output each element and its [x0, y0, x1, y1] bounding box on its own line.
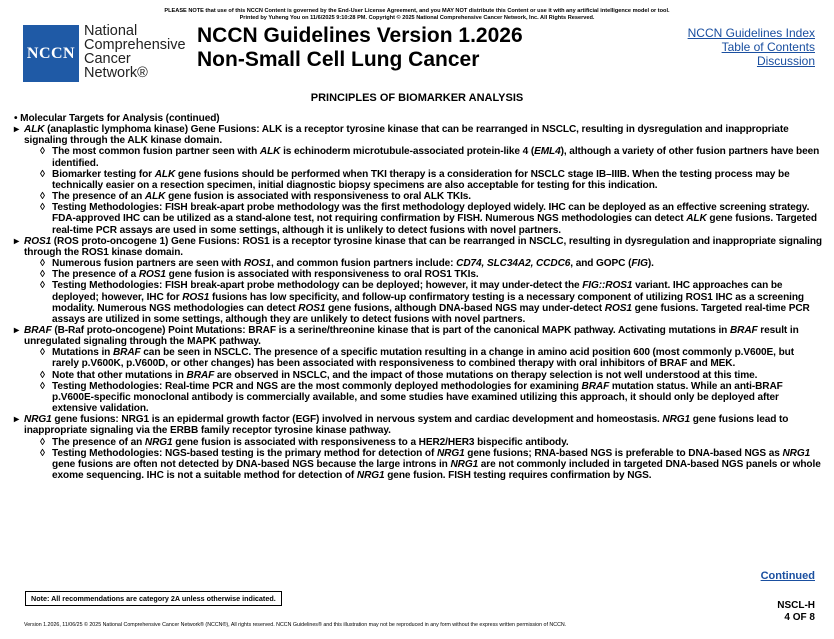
- text-run: Testing Methodologies: Real-time PCR and NGS are the most commonly deployed methodologies for examining: [52, 380, 582, 392]
- text-run: gene fusions. Targeted real-time PCR assays are utilized in some settings, although they are unlikely to detect fusions with novel partners.: [52, 302, 810, 325]
- arrow-bullet-icon: ▸: [14, 124, 19, 136]
- text-run: ALK: [24, 124, 45, 136]
- diamond-bullet-icon: ◊: [40, 191, 45, 203]
- section-title: PRINCIPLES OF BIOMARKER ANALYSIS: [310, 92, 524, 104]
- list-item: [14, 269, 822, 280]
- continued-link[interactable]: Continued: [760, 570, 815, 582]
- text-run: gene fusions: NRG1 is an epidermal growth factor (EGF) involved in nervous system and cardiac development and homeostasis.: [51, 414, 663, 426]
- text-run: gene fusions should be performed when TKI therapy is a consideration for NSCLC stage IB–IIIB. When the testing process may be technically easier on a resection specimen, initial diagnostic biopsy specimens are also acceptable for testing for this indication.: [52, 168, 790, 191]
- page-code: NSCL-H: [777, 600, 815, 611]
- arrow-bullet-icon: ▸: [14, 235, 19, 247]
- list-item: [14, 448, 822, 481]
- text-run: Testing Methodologies: FISH break-apart probe methodology was the first methodology deployed widely. IHC can be deployed as an effective screening strategy. FDA-approved IHC can be utilized as a stand-alone test, not requiring confirmation by FISH. Numerous NGS methodologies can detect: [52, 202, 810, 225]
- text-run: NRG1: [662, 414, 691, 426]
- text-run: NRG1: [436, 447, 465, 459]
- text-run: EML4: [534, 146, 561, 158]
- text-run: ALK: [154, 168, 176, 180]
- text-run: Testing Methodologies: NGS-based testing is the primary method for detection of: [52, 447, 437, 459]
- text-run: Mutations in: [52, 347, 113, 359]
- diamond-bullet-icon: ◊: [40, 436, 45, 448]
- text-run: BRAF: [581, 380, 610, 392]
- logo-mark: NCCN: [26, 44, 76, 62]
- text-run: is echinoderm microtubule-associated protein-like 4 (: [280, 146, 535, 158]
- cancer-type: Non-Small Cell Lung Cancer: [197, 48, 480, 71]
- text-run: FIG: [631, 258, 648, 270]
- nav-links: [688, 26, 815, 68]
- guidelines-index-link[interactable]: NCCN Guidelines Index: [687, 26, 815, 40]
- list-item: [14, 280, 822, 325]
- diamond-bullet-icon: ◊: [40, 347, 45, 359]
- text-run: ROS1: [182, 291, 210, 303]
- list-item: [14, 169, 822, 191]
- copyright-footer: Version 1.2026, 11/06/25 © 2025 National Comprehensive Cancer Network® (NCCN®), All rights reserved. NCCN Guidelines® and this illustration may not be reproduced in any form without the express written permission of NCCN.: [24, 622, 567, 628]
- text-run: ROS1: [138, 269, 166, 281]
- text-run: BRAF: [24, 324, 52, 336]
- text-run: ROS1: [24, 235, 52, 247]
- category-note: Note: All recommendations are category 2A unless otherwise indicated.: [25, 591, 282, 606]
- text-run: are observed in NSCLC, and the impact of those mutations on therapy selection is not well understood at this time.: [214, 369, 758, 381]
- text-run: BRAF: [112, 347, 141, 359]
- page-title: [197, 24, 523, 72]
- list-item: [14, 381, 822, 414]
- diamond-bullet-icon: ◊: [40, 258, 45, 270]
- text-run: mutation status. While an anti-BRAF p.V600E-specific monoclonal antibody is commercially available, and some studies have examined utilizing this approach, it should only be deployed after extensive validation.: [52, 380, 783, 415]
- list-item: [14, 191, 822, 202]
- text-run: Numerous fusion partners are seen with: [52, 258, 244, 270]
- intro-text: Molecular Targets for Analysis (continued): [20, 113, 220, 124]
- text-run: gene fusions are often not detected by DNA-based NGS because the large introns in: [52, 458, 451, 470]
- text-run: gene fusions. Targeted real-time PCR assays are used in some settings, although it is unlikely to detect fusions with novel partners.: [52, 213, 817, 236]
- list-item: [14, 370, 822, 381]
- text-run: ROS1: [298, 302, 326, 314]
- list-item: [14, 258, 822, 269]
- logo-line: Cancer: [84, 51, 131, 67]
- ros1-item: [14, 236, 822, 258]
- logo-line: Comprehensive: [84, 37, 186, 53]
- text-run: Biomarker testing for: [52, 168, 155, 180]
- alk-item: [14, 124, 822, 146]
- nccn-logo-text: [84, 24, 186, 80]
- text-run: gene fusion is associated with responsiveness to oral ALK TKIs.: [165, 191, 472, 203]
- text-run: gene fusion is associated with responsiveness to oral ROS1 TKIs.: [165, 269, 479, 281]
- text-run: NRG1: [782, 447, 811, 459]
- logo-line: Network®: [84, 65, 148, 81]
- text-run: variant. IHC approaches can be deployed; however, IHC for: [52, 280, 783, 303]
- text-run: ALK: [686, 213, 707, 225]
- text-run: The presence of an: [52, 436, 145, 448]
- nccn-logo: [23, 25, 79, 82]
- text-run: , and GOPC (: [570, 258, 632, 270]
- text-run: Testing Methodologies: FISH break-apart probe methodology can be deployed; however, it may under-detect the: [52, 280, 583, 292]
- text-run: ).: [647, 258, 654, 270]
- text-run: , and common fusion partners include:: [270, 258, 457, 270]
- text-run: gene fusion. FISH testing requires confirmation by NGS.: [384, 470, 652, 481]
- guidelines-version: NCCN Guidelines Version 1.2026: [197, 24, 523, 47]
- list-item: • Molecular Targets for Analysis (continued): [14, 113, 220, 124]
- text-run: Note that other mutations in: [52, 369, 187, 381]
- text-run: NRG1: [144, 436, 173, 448]
- text-run: FIG::ROS1: [582, 280, 633, 292]
- braf-item: [14, 325, 822, 347]
- text-run: NRG1: [356, 470, 385, 481]
- text-run: BRAF: [729, 324, 758, 336]
- list-item: [14, 202, 822, 235]
- text-run: The presence of a: [52, 269, 139, 281]
- text-run: gene fusions; RNA-based NGS is preferable to DNA-based NGS as: [464, 447, 783, 459]
- diamond-bullet-icon: ◊: [40, 369, 45, 381]
- arrow-bullet-icon: ▸: [14, 414, 19, 426]
- text-run: NRG1: [450, 458, 479, 470]
- text-run: BRAF: [186, 369, 215, 381]
- diamond-bullet-icon: ◊: [40, 280, 45, 292]
- page-identifier: [777, 600, 815, 624]
- arrow-bullet-icon: ▸: [14, 324, 19, 336]
- page-number: 4 OF 8: [784, 612, 815, 623]
- list-item: [14, 146, 822, 168]
- diamond-bullet-icon: ◊: [40, 380, 45, 392]
- list-item: [14, 437, 822, 448]
- license-notice-line1: PLEASE NOTE that use of this NCCN Content is governed by the End-User License Agreement, and you MAY NOT distribute this Content or use it with any artificial intelligence model or tool.: [164, 8, 670, 14]
- license-notice-line2: Printed by Yuheng You on 11/6/2025 9:10:28 PM. Copyright © 2025 National Comprehensive Cancer Network, Inc. All Rights Reserved.: [239, 14, 595, 21]
- text-run: gene fusions, although DNA-based NGS may under-detect: [325, 302, 605, 314]
- text-run: (anaplastic lymphoma kinase) Gene Fusions: ALK is a receptor tyrosine kinase that can be rearranged in NSCLC, resulting in dysregulation and inappropriate signaling through the ALK kinase domain.: [24, 124, 789, 147]
- license-notice: [0, 8, 834, 21]
- text-run: (B-Raf proto-oncogene) Point Mutations: BRAF is a serine/threonine kinase that is part of the canonical MAPK pathway. Activating mutations in: [51, 324, 730, 336]
- diamond-bullet-icon: ◊: [40, 168, 45, 180]
- text-run: ALK: [259, 146, 281, 158]
- list-item: [14, 347, 822, 369]
- text-run: The most common fusion partner seen with: [52, 146, 260, 158]
- nrg1-item: [14, 414, 822, 436]
- text-run: gene fusion is associated with responsiveness to a HER2/HER3 bispecific antibody.: [172, 436, 569, 448]
- text-run: The presence of an: [52, 191, 145, 203]
- text-run: result in unregulated signaling through the MAPK pathway.: [24, 324, 799, 348]
- text-run: (ROS proto-oncogene 1) Gene Fusions: ROS1 is a receptor tyrosine kinase that can be rearranged in NSCLC, resulting in dysregulation and inappropriate signaling through the ROS1 kinase domain.: [24, 235, 822, 258]
- text-run: gene fusions lead to inappropriate signaling via the ERBB family receptor tyrosine kinase pathway.: [24, 414, 789, 437]
- main-content: [14, 113, 822, 481]
- text-run: NRG1: [24, 414, 52, 426]
- text-run: can be seen in NSCLC. The presence of a specific mutation resulting in a change in amino acid position 600 (most commonly p.V600E, but rarely p.V600K, p.V600D, or other changes) has been associated with responsiveness to combined therapy with oral inhibitors of BRAF and MEK.: [52, 347, 794, 370]
- text-run: CD74, SLC34A2, CCDC6: [456, 258, 571, 270]
- logo-line: National: [84, 23, 138, 39]
- text-run: ROS1: [604, 302, 632, 314]
- diamond-bullet-icon: ◊: [40, 202, 45, 214]
- diamond-bullet-icon: ◊: [40, 269, 45, 281]
- text-run: fusions has low specificity, and follow-up confirmatory testing is a necessary component of utilizing ROS1 IHC as a screening modality. Numerous NGS methodologies can detect: [52, 291, 804, 314]
- discussion-link[interactable]: Discussion: [756, 54, 815, 68]
- table-of-contents-link[interactable]: Table of Contents: [721, 40, 815, 54]
- text-run: ROS1: [243, 258, 271, 270]
- text-run: ), although a variety of other fusion partners have been identified.: [52, 146, 820, 169]
- diamond-bullet-icon: ◊: [40, 146, 45, 158]
- text-run: are not commonly included in targeted DNA-based NGS panels or whole exome sequencing. IHC is not a suitable method for detection of: [52, 458, 821, 481]
- diamond-bullet-icon: ◊: [40, 447, 45, 459]
- text-run: ALK: [144, 191, 166, 203]
